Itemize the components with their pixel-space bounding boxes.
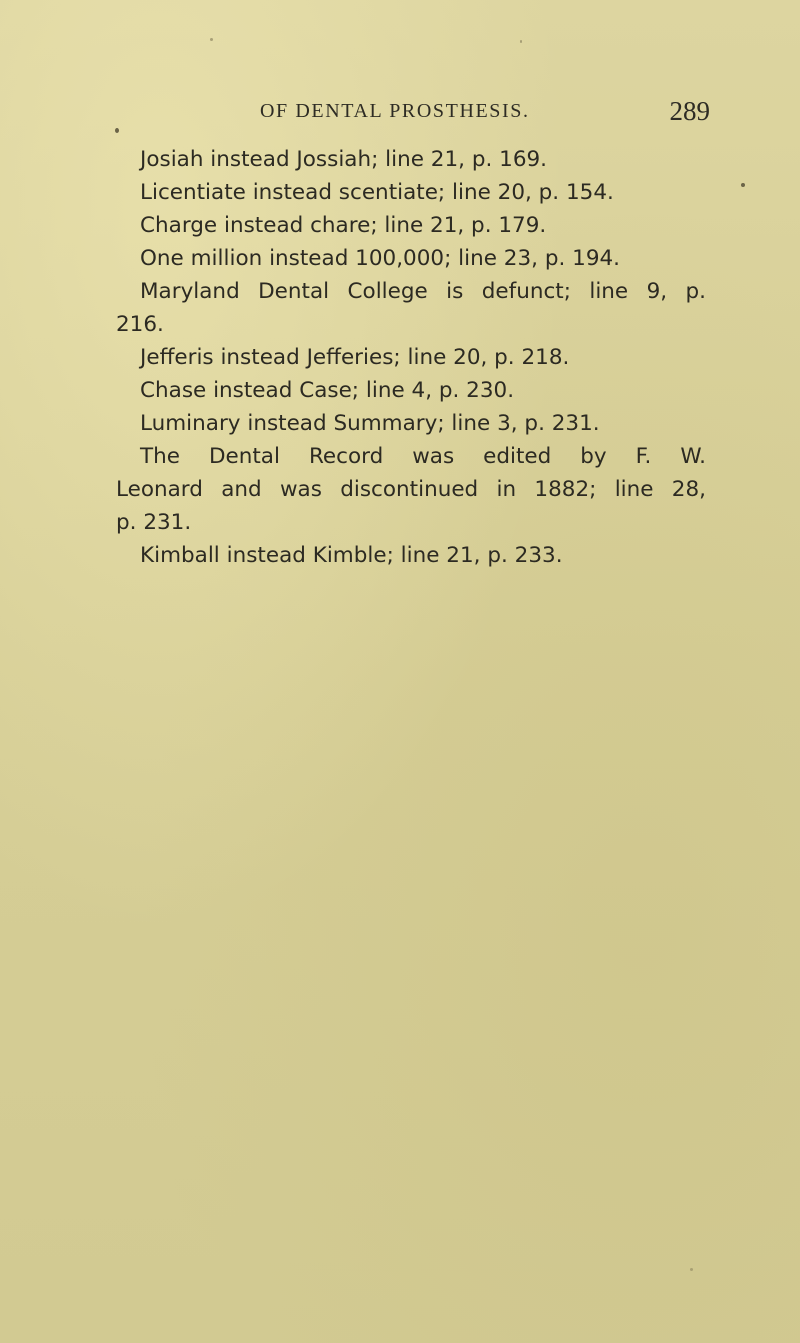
paper-speck: [690, 1268, 693, 1271]
errata-line: p. 231.: [116, 510, 192, 535]
errata-line: Charge instead chare; line 21, p. 179.: [140, 213, 547, 238]
errata-line: One million instead 100,000; line 23, p. 194.: [140, 246, 621, 271]
paper-speck: [210, 38, 213, 41]
errata-line: Licentiate instead scentiate; line 20, p. 154.: [140, 180, 614, 205]
errata-line: Leonard and was discontinued in 1882; line 28,: [116, 477, 706, 502]
errata-line: Maryland Dental College is defunct; line 9, p.: [140, 279, 706, 304]
errata-line: Josiah instead Jossiah; line 21, p. 169.: [140, 147, 548, 172]
errata-line: Luminary instead Summary; line 3, p. 231.: [140, 411, 600, 436]
errata-list: [116, 143, 706, 572]
errata-line: Kimball instead Kimble; line 21, p. 233.: [140, 543, 563, 568]
paper-speck: [520, 40, 522, 43]
errata-line: Chase instead Case; line 4, p. 230.: [140, 378, 515, 403]
errata-line: Jefferis instead Jefferies; line 20, p. 218.: [140, 345, 570, 370]
page-number: 289: [669, 96, 710, 126]
running-title: OF DENTAL PROSTHESIS.: [260, 100, 530, 122]
errata-line: 216.: [116, 312, 164, 337]
paper-speck: [115, 128, 119, 133]
errata-line: The Dental Record was edited by F. W.: [140, 444, 706, 469]
running-head: [240, 96, 710, 136]
paper-speck: [741, 183, 745, 187]
